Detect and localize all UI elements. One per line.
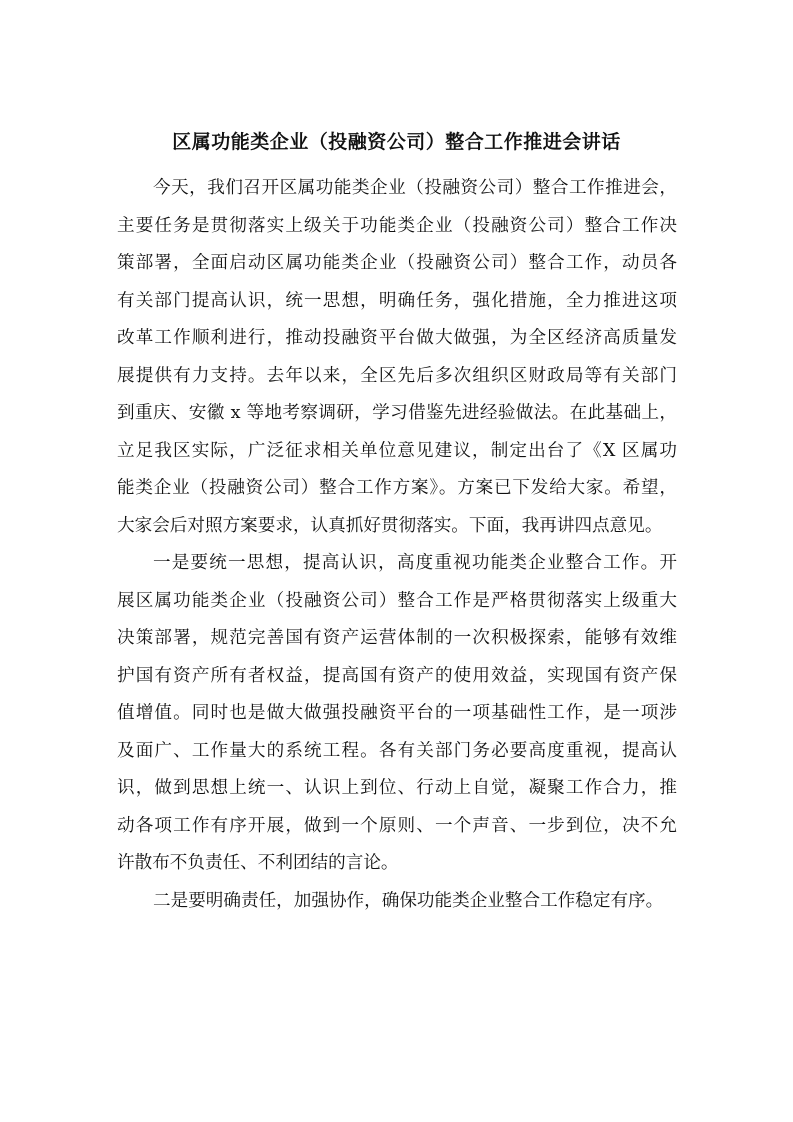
paragraph-2-line-1: 一是要统一思想，提高认识，高度重视功能类企业整合工作。开: [153, 553, 677, 573]
paragraph-1-line-4: 有关部门提高认识，统一思想，明确任务，强化措施，全力推进这项: [117, 290, 677, 311]
paragraph-1-line-2: 主要任务是贯彻落实上级关于功能类企业（投融资公司）整合工作决: [117, 215, 677, 236]
paragraph-2-line-2: 展区属功能类企业（投融资公司）整合工作是严格贯彻落实上级重大: [117, 590, 677, 611]
paragraph-1-line-6: 展提供有力支持。去年以来，全区先后多次组织区财政局等有关部门: [117, 365, 677, 386]
paragraph-1-line-10: 大家会后对照方案要求，认真抓好贯彻落实。下面，我再讲四点意见。: [117, 515, 663, 536]
document-body: [117, 170, 677, 920]
paragraph-1-line-1: 今天，我们召开区属功能类企业（投融资公司）整合工作推进会，: [153, 178, 677, 198]
paragraph-2-line-6: 及面广、工作量大的系统工程。各有关部门务必要高度重视，提高认: [117, 740, 677, 761]
document-title: 区属功能类企业（投融资公司）整合工作推进会讲话: [172, 131, 621, 153]
paragraph-1-line-5: 改革工作顺利进行，推动投融资平台做大做强，为全区经济高质量发: [117, 328, 677, 348]
paragraph-1-line-8: 立足我区实际，广泛征求相关单位意见建议，制定出台了《X 区属功: [117, 440, 677, 461]
paragraph-2-line-7: 识，做到思想上统一、认识上到位、行动上自觉，凝聚工作合力，推: [117, 778, 677, 798]
paragraph-2-line-5: 值增值。同时也是做大做强投融资平台的一项基础性工作，是一项涉: [117, 703, 677, 723]
paragraph-2-line-9: 许散布不负责任、不利团结的言论。: [117, 853, 399, 873]
paragraph-2-line-4: 护国有资产所有者权益，提高国有资产的使用效益，实现国有资产保: [117, 665, 677, 686]
paragraph-1-line-3: 策部署，全面启动区属功能类企业（投融资公司）整合工作，动员各: [117, 253, 677, 273]
paragraph-2-line-8: 动各项工作有序开展，做到一个原则、一个声音、一步到位，决不允: [117, 815, 677, 836]
paragraph-1-line-9: 能类企业（投融资公司）整合工作方案》。方案已下发给大家。希望，: [117, 478, 677, 498]
paragraph-1-line-7: 到重庆、安徽 x 等地考察调研，学习借鉴先进经验做法。在此基础上，: [117, 403, 677, 423]
paragraph-3-line-1: 二是要明确责任，加强协作，确保功能类企业整合工作稳定有序。: [153, 890, 664, 911]
paragraph-2-line-3: 决策部署，规范完善国有资产运营体制的一次积极探索，能够有效维: [117, 628, 677, 648]
